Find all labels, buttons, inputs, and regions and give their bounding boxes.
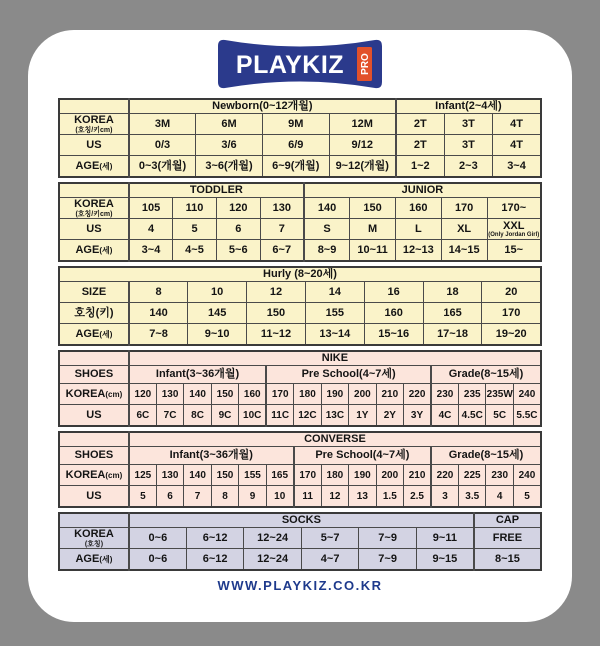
size-cell: 13 <box>349 486 376 508</box>
size-cell: 6~12 <box>186 528 244 549</box>
size-cell: 11~12 <box>247 324 306 346</box>
size-cell: 7~8 <box>129 324 188 346</box>
row-label-text: KOREA <box>74 528 114 541</box>
size-cell: 13C <box>321 405 348 427</box>
row-label-sub: (cm) <box>105 470 123 480</box>
size-cell: 120 <box>216 198 260 219</box>
size-cell: 8 <box>129 282 188 303</box>
size-cell: 160 <box>364 303 423 324</box>
empty-cell <box>59 351 129 366</box>
size-cell: 150 <box>211 465 238 486</box>
size-cell: 110 <box>173 198 217 219</box>
size-cell: 8C <box>184 405 211 427</box>
size-cell: 240 <box>513 384 541 405</box>
size-cell: 0~3(개월) <box>129 156 196 178</box>
size-cell: 240 <box>513 465 541 486</box>
size-cell: 10 <box>266 486 293 508</box>
size-cell: 165 <box>266 465 293 486</box>
size-cell: 12~13 <box>395 240 441 262</box>
empty-cell <box>59 432 129 447</box>
logo-container <box>58 36 542 94</box>
row-label-age <box>59 324 129 346</box>
size-cell: S <box>304 219 350 240</box>
size-cell: 140 <box>304 198 350 219</box>
row-label-text: KOREA <box>74 114 114 127</box>
row-label-us: US <box>59 486 129 508</box>
size-cell: 3~6(개월) <box>196 156 263 178</box>
row-label-shoes: SHOES <box>59 366 129 384</box>
size-cell: 4.5C <box>459 405 486 427</box>
row-label-text: KOREA <box>65 468 106 481</box>
size-cell: 12 <box>321 486 348 508</box>
size-cell: M <box>350 219 396 240</box>
size-cell: 105 <box>129 198 173 219</box>
size-chart-card <box>28 30 572 622</box>
row-label-us: US <box>59 135 129 156</box>
size-cell-xxl <box>487 219 541 240</box>
size-cell: 1.5 <box>376 486 403 508</box>
table-title-nike: NIKE <box>129 351 541 366</box>
size-cell: 12 <box>247 282 306 303</box>
size-cell: 165 <box>423 303 482 324</box>
size-cell: 180 <box>294 384 321 405</box>
size-cell: 7 <box>260 219 304 240</box>
size-cell: L <box>395 219 441 240</box>
row-label-age <box>59 549 129 571</box>
size-cell: 160 <box>395 198 441 219</box>
size-cell: 3T <box>444 114 492 135</box>
row-label-text: AGE <box>75 327 100 340</box>
size-cell: 1~2 <box>396 156 444 178</box>
size-cell: 3T <box>444 135 492 156</box>
size-cell: 4T <box>493 135 541 156</box>
size-cell: 170 <box>294 465 321 486</box>
group-header-junior: JUNIOR <box>304 183 541 198</box>
size-cell: 11C <box>266 405 293 427</box>
xxl-text: XXL <box>503 219 525 232</box>
size-cell: 3/6 <box>196 135 263 156</box>
size-cell: 15~16 <box>364 324 423 346</box>
size-cell: 9/12 <box>329 135 396 156</box>
size-cell: 160 <box>239 384 266 405</box>
size-cell: 5C <box>486 405 513 427</box>
size-cell: 0~6 <box>129 549 187 571</box>
size-cell: 10 <box>188 282 247 303</box>
size-cell: 4 <box>486 486 513 508</box>
size-cell: XL <box>441 219 487 240</box>
row-label-korea <box>59 114 129 135</box>
size-cell: 9~11 <box>416 528 474 549</box>
size-cell: 9C <box>211 405 238 427</box>
row-label-sub: (cm) <box>105 389 123 399</box>
size-cell: 12M <box>329 114 396 135</box>
size-cell: 170 <box>482 303 541 324</box>
size-cell: 235W <box>486 384 513 405</box>
size-cell: 15~ <box>487 240 541 262</box>
size-cell: 11 <box>294 486 321 508</box>
size-cell: 190 <box>349 465 376 486</box>
size-cell: 5~6 <box>216 240 260 262</box>
row-label-korea <box>59 465 129 486</box>
size-cell: 9~12(개월) <box>329 156 396 178</box>
row-label-sub: (호칭) <box>84 540 104 548</box>
size-cell: 0/3 <box>129 135 196 156</box>
size-cell: 0~6 <box>129 528 187 549</box>
row-label-sub: (세) <box>99 161 113 171</box>
size-cell: 7~9 <box>359 528 417 549</box>
size-cell: 130 <box>156 465 183 486</box>
size-cell: 6M <box>196 114 263 135</box>
xxl-note: (Only Jordan Girl) <box>488 232 540 239</box>
size-cell: 4C <box>431 405 458 427</box>
size-cell: 230 <box>486 465 513 486</box>
row-label-sub: (세) <box>99 329 113 339</box>
size-cell: 7 <box>184 486 211 508</box>
size-cell: 200 <box>349 384 376 405</box>
row-label-sub: (세) <box>99 245 113 255</box>
size-cell: 6~7 <box>260 240 304 262</box>
converse-shoes-table <box>58 431 542 508</box>
size-cell: 9 <box>239 486 266 508</box>
row-label-sub: (호칭/키cm) <box>75 126 113 134</box>
row-label-text: AGE <box>75 552 100 565</box>
group-header-infant: Infant(3~36개월) <box>129 366 266 384</box>
group-header-preschool: Pre School(4~7세) <box>294 447 431 465</box>
size-cell: 5.5C <box>513 405 541 427</box>
group-header-preschool: Pre School(4~7세) <box>266 366 431 384</box>
size-cell: 10C <box>239 405 266 427</box>
table-title-cap: CAP <box>474 513 541 528</box>
size-cell: 3 <box>431 486 458 508</box>
size-cell: 190 <box>321 384 348 405</box>
size-cell: 9~10 <box>188 324 247 346</box>
size-cell: 6/9 <box>262 135 329 156</box>
size-cell: 9~15 <box>416 549 474 571</box>
size-cell: 200 <box>376 465 403 486</box>
size-cell: 5 <box>129 486 156 508</box>
pro-badge-text: PRO <box>360 53 371 75</box>
size-cell: 150 <box>211 384 238 405</box>
row-label-korea <box>59 528 129 549</box>
playkiz-logo <box>216 36 384 92</box>
size-cell: 3~4 <box>129 240 173 262</box>
size-cell: 5~7 <box>301 528 359 549</box>
size-cell: 220 <box>431 465 458 486</box>
size-cell: 170~ <box>487 198 541 219</box>
logo-text: PLAYKIZ <box>235 51 345 79</box>
row-label-text: KOREA <box>65 387 106 400</box>
size-cell: 6C <box>129 405 156 427</box>
empty-cell <box>59 183 129 198</box>
size-cell: 4~5 <box>173 240 217 262</box>
table-title-hurly: Hurly (8~20세) <box>59 267 541 282</box>
size-cell: 140 <box>184 465 211 486</box>
size-cell: 16 <box>364 282 423 303</box>
size-cell: 150 <box>247 303 306 324</box>
size-cell: 4T <box>493 114 541 135</box>
size-cell: 13~14 <box>305 324 364 346</box>
size-cell: 8~9 <box>304 240 350 262</box>
row-label-height: 호칭(키) <box>59 303 129 324</box>
size-cell: 8 <box>211 486 238 508</box>
size-cell: 3M <box>129 114 196 135</box>
size-cell: 2Y <box>376 405 403 427</box>
empty-cell <box>59 99 129 114</box>
row-label-korea <box>59 198 129 219</box>
size-cell: 10~11 <box>350 240 396 262</box>
size-cell: 12C <box>294 405 321 427</box>
size-cell: 6~9(개월) <box>262 156 329 178</box>
clothing-newborn-infant-table <box>58 98 542 178</box>
size-cell: 6~12 <box>186 549 244 571</box>
size-cell: 6 <box>156 486 183 508</box>
size-cell: 1Y <box>349 405 376 427</box>
size-cell: 150 <box>350 198 396 219</box>
row-label-text: AGE <box>75 243 100 256</box>
row-label-age <box>59 240 129 262</box>
size-cell: 20 <box>482 282 541 303</box>
row-label-text: KOREA <box>74 198 114 211</box>
socks-cap-table <box>58 512 542 571</box>
table-title-socks: SOCKS <box>129 513 474 528</box>
size-cell: 5 <box>513 486 541 508</box>
row-label-age <box>59 156 129 178</box>
size-cell: 7~9 <box>359 549 417 571</box>
size-cell: 125 <box>129 465 156 486</box>
size-cell: 210 <box>404 465 431 486</box>
size-cell: 17~18 <box>423 324 482 346</box>
row-label-shoes: SHOES <box>59 447 129 465</box>
row-label-sub: (세) <box>99 554 113 564</box>
size-cell: 12~24 <box>244 549 302 571</box>
size-cell: 14~15 <box>441 240 487 262</box>
row-label-us: US <box>59 219 129 240</box>
size-cell: 8~15 <box>474 549 541 571</box>
size-cell: 14 <box>305 282 364 303</box>
nike-shoes-table <box>58 350 542 427</box>
size-cell: 7C <box>156 405 183 427</box>
size-cell: 19~20 <box>482 324 541 346</box>
group-header-newborn: Newborn(0~12개월) <box>129 99 396 114</box>
size-cell: 225 <box>459 465 486 486</box>
size-cell: 3Y <box>404 405 431 427</box>
size-cell: 2T <box>396 135 444 156</box>
website-url: WWW.PLAYKIZ.CO.KR <box>217 578 383 593</box>
group-header-grade: Grade(8~15세) <box>431 366 541 384</box>
size-cell: 9M <box>262 114 329 135</box>
group-header-toddler: TODDLER <box>129 183 304 198</box>
size-cell: 120 <box>129 384 156 405</box>
size-cell: 170 <box>441 198 487 219</box>
size-cell: 2~3 <box>444 156 492 178</box>
size-cell: 220 <box>404 384 431 405</box>
size-cell: 140 <box>129 303 188 324</box>
size-cell: 2.5 <box>404 486 431 508</box>
hurly-size-table <box>58 266 542 346</box>
size-cell: 5 <box>173 219 217 240</box>
row-label-korea <box>59 384 129 405</box>
size-cell: 230 <box>431 384 458 405</box>
size-cell: 12~24 <box>244 528 302 549</box>
table-title-converse: CONVERSE <box>129 432 541 447</box>
size-cell: 180 <box>321 465 348 486</box>
group-header-infant: Infant(2~4세) <box>396 99 541 114</box>
size-cell: 235 <box>459 384 486 405</box>
size-cell: 6 <box>216 219 260 240</box>
empty-cell <box>59 513 129 528</box>
size-cell: 3~4 <box>493 156 541 178</box>
size-cell: 4~7 <box>301 549 359 571</box>
clothing-toddler-junior-table <box>58 182 542 262</box>
row-label-text: AGE <box>75 159 100 172</box>
group-header-infant: Infant(3~36개월) <box>129 447 294 465</box>
row-label-us: US <box>59 405 129 427</box>
size-cell: 155 <box>305 303 364 324</box>
size-cell: 130 <box>260 198 304 219</box>
size-cell: 210 <box>376 384 403 405</box>
size-cell: 140 <box>184 384 211 405</box>
row-label-size: SIZE <box>59 282 129 303</box>
size-cell: 130 <box>156 384 183 405</box>
row-label-sub: (호칭/키cm) <box>75 210 113 218</box>
size-cell: 155 <box>239 465 266 486</box>
size-cell: 3.5 <box>459 486 486 508</box>
size-cell: FREE <box>474 528 541 549</box>
size-cell: 2T <box>396 114 444 135</box>
group-header-grade: Grade(8~15세) <box>431 447 541 465</box>
size-cell: 18 <box>423 282 482 303</box>
size-cell: 4 <box>129 219 173 240</box>
size-cell: 145 <box>188 303 247 324</box>
size-cell: 170 <box>266 384 293 405</box>
